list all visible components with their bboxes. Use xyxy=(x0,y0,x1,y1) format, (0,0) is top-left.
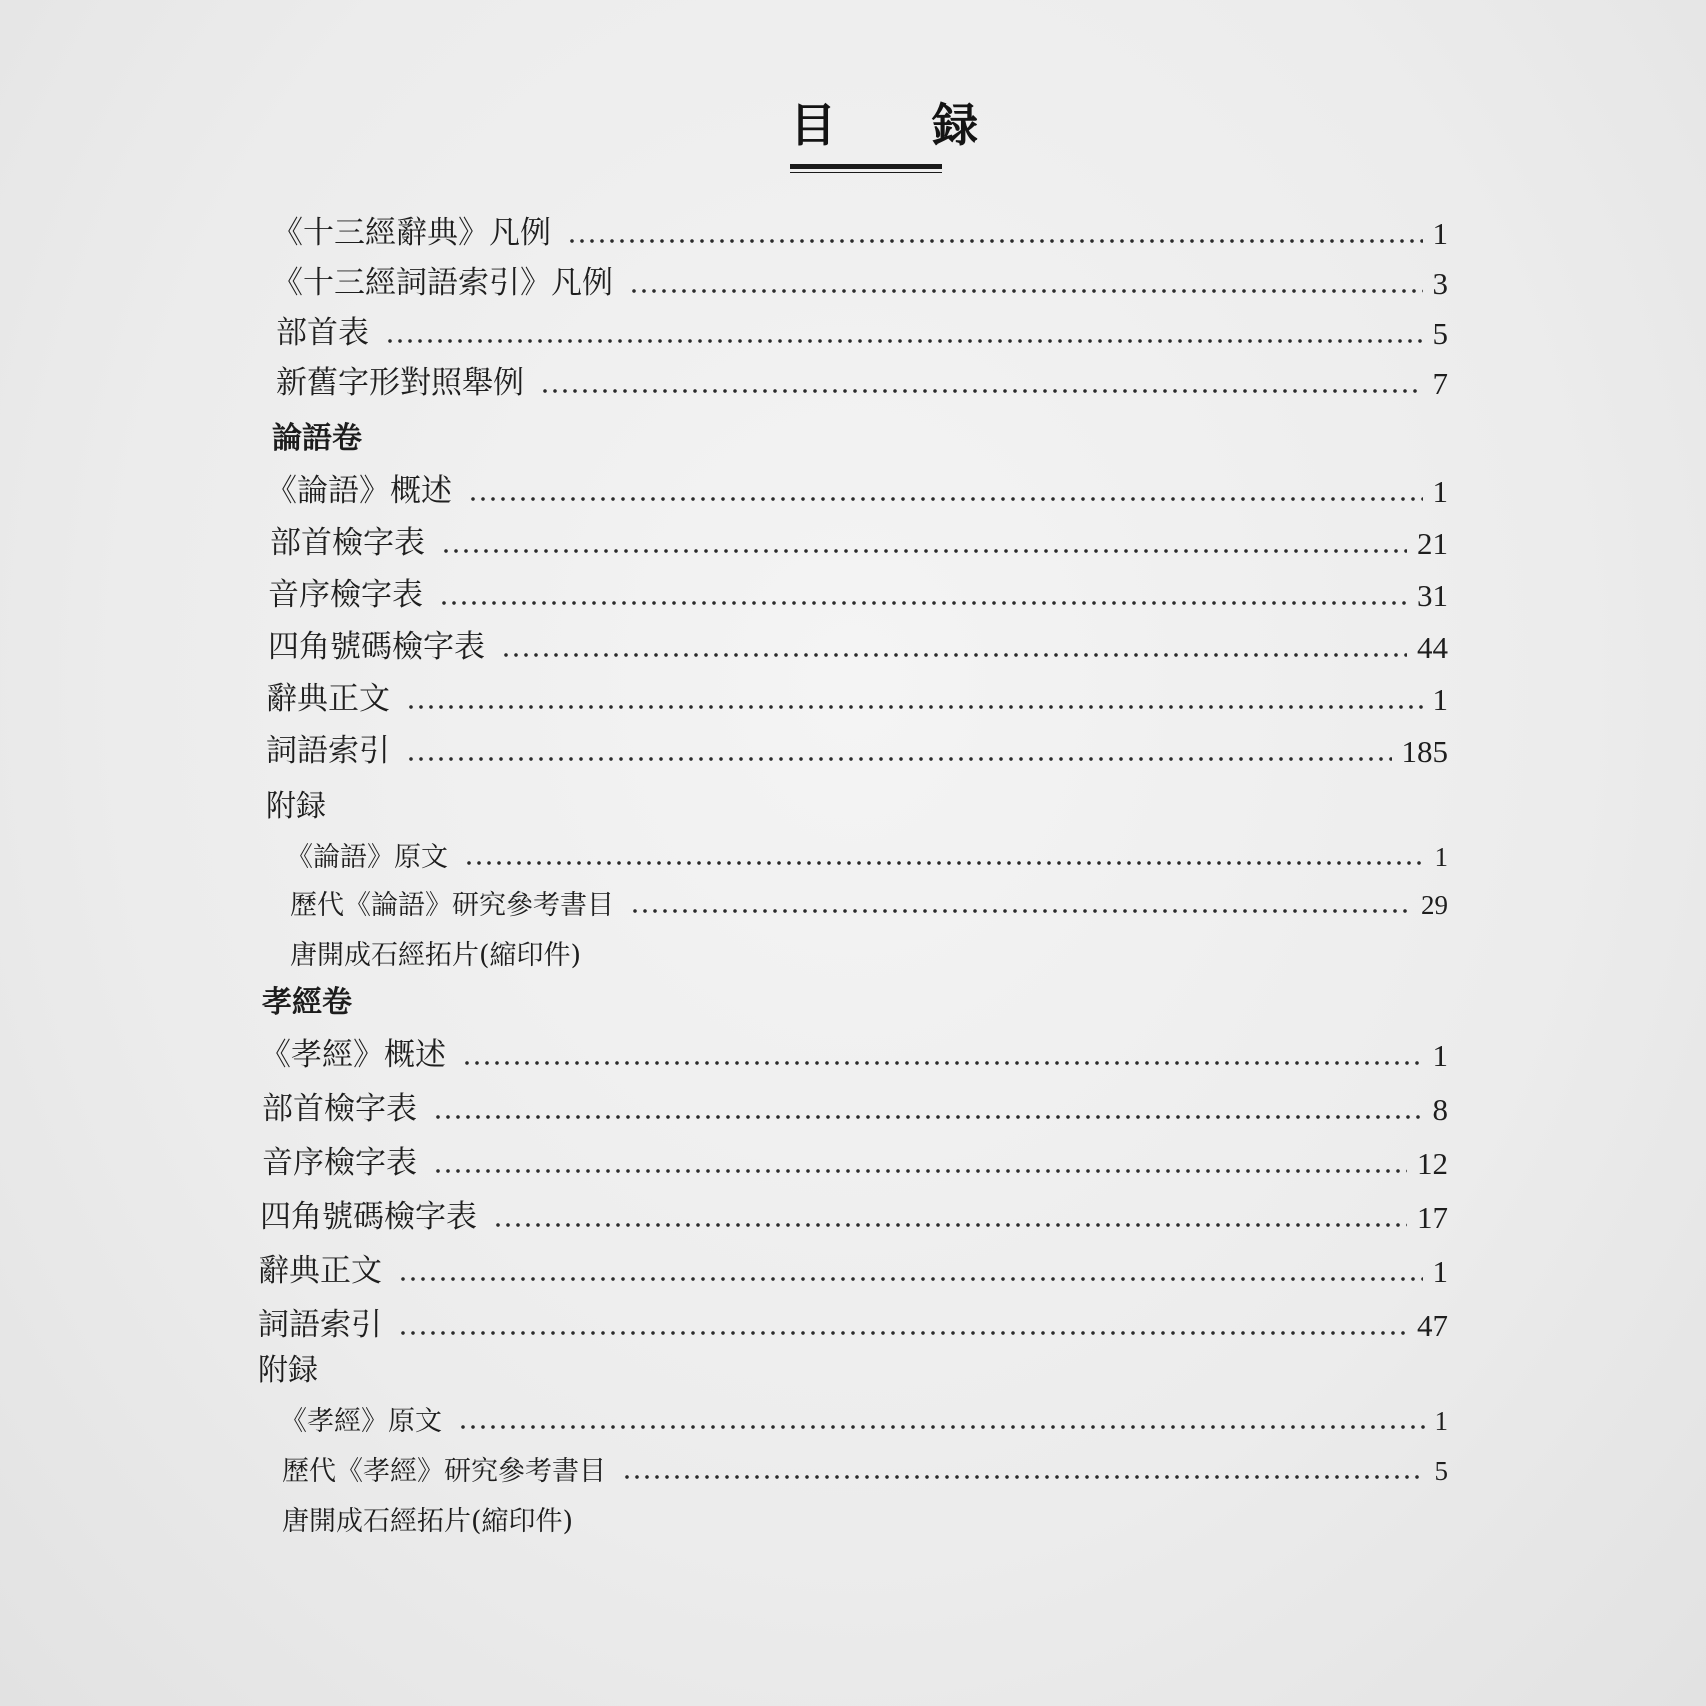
toc-entry-page: 1 xyxy=(1432,216,1448,251)
dot-leader xyxy=(406,757,1392,761)
toc-entry-page: 31 xyxy=(1417,578,1448,613)
toc-entry-label: 歷代《論語》研究參考書目 xyxy=(290,890,614,921)
toc-entry xyxy=(268,629,1448,665)
toc-entry-appendix: 附録 xyxy=(258,1353,318,1388)
toc-entry xyxy=(258,1307,1448,1343)
dot-leader xyxy=(501,653,1407,657)
toc-entry xyxy=(272,265,1448,301)
toc-entry-label: 《十三經詞語索引》凡例 xyxy=(272,265,613,301)
dot-leader xyxy=(464,861,1425,865)
dot-leader xyxy=(622,1475,1425,1479)
dot-leader xyxy=(433,1115,1423,1119)
toc-entry-label: 《論語》概述 xyxy=(266,473,452,509)
toc-entry-page: 7 xyxy=(1432,366,1448,401)
toc-entry xyxy=(276,315,1448,351)
page-title: 目 録 xyxy=(790,98,1019,152)
toc-entry-page: 1 xyxy=(1434,1406,1448,1436)
toc-entry xyxy=(262,1145,1448,1181)
toc-entry-label: 部首檢字表 xyxy=(270,525,425,561)
dot-leader xyxy=(406,705,1423,709)
dot-leader xyxy=(630,909,1411,913)
dot-leader xyxy=(567,239,1423,243)
toc-subentry xyxy=(282,1458,1448,1485)
dot-leader xyxy=(493,1223,1407,1227)
toc-entry-label: 四角號碼檢字表 xyxy=(268,629,485,665)
toc-entry-label: 《論語》原文 xyxy=(286,842,448,873)
toc-entry-page: 1 xyxy=(1432,1254,1448,1289)
toc-entry-page: 17 xyxy=(1417,1200,1448,1235)
title-underline xyxy=(790,164,942,173)
toc-subentry-plain: 唐開成石經拓片(縮印件) xyxy=(282,1506,574,1537)
toc-entry-page: 12 xyxy=(1417,1146,1448,1181)
toc-entry-label: 《十三經辭典》凡例 xyxy=(272,215,551,251)
toc-entry xyxy=(270,525,1448,561)
toc-entry-page: 3 xyxy=(1432,266,1448,301)
toc-entry xyxy=(260,1199,1448,1235)
toc-subentry xyxy=(286,844,1448,871)
section-heading-lunyu: 論語卷 xyxy=(272,421,362,456)
dot-leader xyxy=(540,389,1423,393)
toc-entry xyxy=(266,473,1448,509)
toc-entry xyxy=(258,1253,1448,1289)
toc-entry-page: 1 xyxy=(1432,1038,1448,1073)
toc-entry-label: 《孝經》原文 xyxy=(280,1406,442,1437)
toc-entry-page: 1 xyxy=(1432,474,1448,509)
toc-entry-label: 音序檢字表 xyxy=(268,577,423,613)
dot-leader xyxy=(458,1425,1425,1429)
toc-entry xyxy=(260,1037,1448,1073)
section-heading-xiaojing: 孝經卷 xyxy=(262,985,352,1020)
toc-entry xyxy=(266,681,1448,717)
toc-subentry xyxy=(290,892,1448,919)
toc-entry-label: 詞語索引 xyxy=(258,1307,382,1343)
toc-entry-page: 1 xyxy=(1432,682,1448,717)
toc-entry-page: 47 xyxy=(1417,1308,1448,1343)
dot-leader xyxy=(398,1331,1407,1335)
toc-entry xyxy=(266,733,1448,769)
toc-entry-label: 部首檢字表 xyxy=(262,1091,417,1127)
toc-entry xyxy=(272,215,1448,251)
dot-leader xyxy=(398,1277,1423,1281)
dot-leader xyxy=(439,601,1407,605)
toc-entry xyxy=(262,1091,1448,1127)
toc-entry-page: 21 xyxy=(1417,526,1448,561)
toc-entry-label: 辭典正文 xyxy=(266,681,390,717)
toc-entry-page: 44 xyxy=(1417,630,1448,665)
toc-entry-label: 四角號碼檢字表 xyxy=(260,1199,477,1235)
toc-entry-label: 新舊字形對照舉例 xyxy=(276,365,524,401)
toc-entry xyxy=(268,577,1448,613)
toc-subentry-plain: 唐開成石經拓片(縮印件) xyxy=(290,940,582,971)
toc-entry-label: 部首表 xyxy=(276,315,369,351)
toc-subentry xyxy=(280,1408,1448,1435)
toc-entry-page: 29 xyxy=(1421,890,1448,920)
toc-entry-page: 185 xyxy=(1401,734,1448,769)
toc-entry-page: 5 xyxy=(1432,316,1448,351)
toc-entry xyxy=(276,365,1448,401)
dot-leader xyxy=(433,1169,1407,1173)
toc-entry-page: 1 xyxy=(1434,842,1448,872)
toc-entry-appendix: 附録 xyxy=(266,789,326,824)
toc-entry-page: 8 xyxy=(1432,1092,1448,1127)
toc-entry-label: 音序檢字表 xyxy=(262,1145,417,1181)
dot-leader xyxy=(385,339,1423,343)
toc-entry-label: 詞語索引 xyxy=(266,733,390,769)
dot-leader xyxy=(629,289,1423,293)
toc-entry-label: 《孝經》概述 xyxy=(260,1037,446,1073)
toc-entry-label: 辭典正文 xyxy=(258,1253,382,1289)
dot-leader xyxy=(462,1061,1423,1065)
toc-entry-page: 5 xyxy=(1434,1456,1448,1486)
dot-leader xyxy=(441,549,1407,553)
dot-leader xyxy=(468,497,1423,501)
toc-entry-label: 歷代《孝經》研究參考書目 xyxy=(282,1456,606,1487)
